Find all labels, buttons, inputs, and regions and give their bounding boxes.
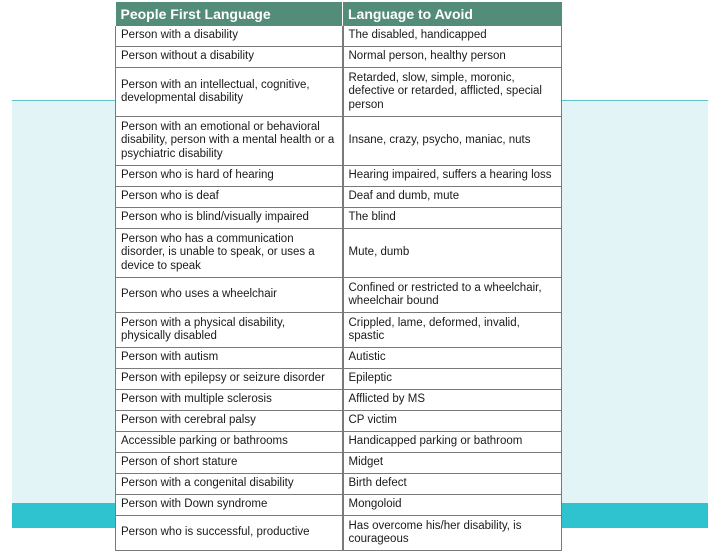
table-row — [116, 432, 562, 453]
people-first-cell: Person who is hard of hearing — [116, 166, 343, 187]
table-row — [116, 516, 562, 551]
language-table — [115, 2, 562, 551]
table-row — [116, 348, 562, 369]
header-language-to-avoid: Language to Avoid — [343, 2, 562, 26]
table-row — [116, 117, 562, 166]
table-row — [116, 26, 562, 47]
people-first-cell: Person with an emotional or behavioral disability, person with a mental health or a psychiatric disability — [116, 117, 343, 166]
people-first-cell: Person with autism — [116, 348, 343, 369]
language-to-avoid-cell: Handicapped parking or bathroom — [343, 432, 562, 453]
table-row — [116, 166, 562, 187]
table-row — [116, 208, 562, 229]
language-to-avoid-cell: Midget — [343, 453, 562, 474]
language-to-avoid-cell: Insane, crazy, psycho, maniac, nuts — [343, 117, 562, 166]
language-to-avoid-cell: The disabled, handicapped — [343, 26, 562, 47]
people-first-cell: Person who is blind/visually impaired — [116, 208, 343, 229]
language-to-avoid-cell: The blind — [343, 208, 562, 229]
language-to-avoid-cell: Autistic — [343, 348, 562, 369]
people-first-cell: Person with a congenital disability — [116, 474, 343, 495]
people-first-cell: Person who is deaf — [116, 187, 343, 208]
people-first-cell: Person who has a communication disorder, is unable to speak, or uses a device to speak — [116, 229, 343, 278]
table-row — [116, 278, 562, 313]
language-to-avoid-cell: Afflicted by MS — [343, 390, 562, 411]
language-to-avoid-cell: Hearing impaired, suffers a hearing loss — [343, 166, 562, 187]
language-to-avoid-cell: Has overcome his/her disability, is courageous — [343, 516, 562, 551]
language-to-avoid-cell: Epileptic — [343, 369, 562, 390]
table-row — [116, 313, 562, 348]
language-to-avoid-cell: CP victim — [343, 411, 562, 432]
people-first-cell: Person with an intellectual, cognitive, developmental disability — [116, 68, 343, 117]
language-to-avoid-cell: Mongoloid — [343, 495, 562, 516]
table-row — [116, 229, 562, 278]
table-row — [116, 47, 562, 68]
people-first-cell: Person with multiple sclerosis — [116, 390, 343, 411]
table-row — [116, 68, 562, 117]
table-row — [116, 474, 562, 495]
people-first-cell: Person who is successful, productive — [116, 516, 343, 551]
people-first-cell: Person of short stature — [116, 453, 343, 474]
table-row — [116, 187, 562, 208]
language-to-avoid-cell: Birth defect — [343, 474, 562, 495]
header-people-first: People First Language — [116, 2, 343, 26]
table-row — [116, 453, 562, 474]
people-first-cell: Person with Down syndrome — [116, 495, 343, 516]
table-header-row — [116, 2, 562, 26]
people-first-cell: Person without a disability — [116, 47, 343, 68]
language-table-container — [115, 2, 561, 545]
language-to-avoid-cell: Deaf and dumb, mute — [343, 187, 562, 208]
people-first-cell: Accessible parking or bathrooms — [116, 432, 343, 453]
language-to-avoid-cell: Retarded, slow, simple, moronic, defective or retarded, afflicted, special person — [343, 68, 562, 117]
people-first-cell: Person with cerebral palsy — [116, 411, 343, 432]
table-body — [116, 26, 562, 551]
people-first-cell: Person with a physical disability, physically disabled — [116, 313, 343, 348]
people-first-cell: Person with a disability — [116, 26, 343, 47]
table-row — [116, 411, 562, 432]
people-first-cell: Person who uses a wheelchair — [116, 278, 343, 313]
language-to-avoid-cell: Mute, dumb — [343, 229, 562, 278]
language-to-avoid-cell: Confined or restricted to a wheelchair, wheelchair bound — [343, 278, 562, 313]
language-to-avoid-cell: Crippled, lame, deformed, invalid, spastic — [343, 313, 562, 348]
table-row — [116, 369, 562, 390]
language-to-avoid-cell: Normal person, healthy person — [343, 47, 562, 68]
table-row — [116, 390, 562, 411]
people-first-cell: Person with epilepsy or seizure disorder — [116, 369, 343, 390]
table-row — [116, 495, 562, 516]
